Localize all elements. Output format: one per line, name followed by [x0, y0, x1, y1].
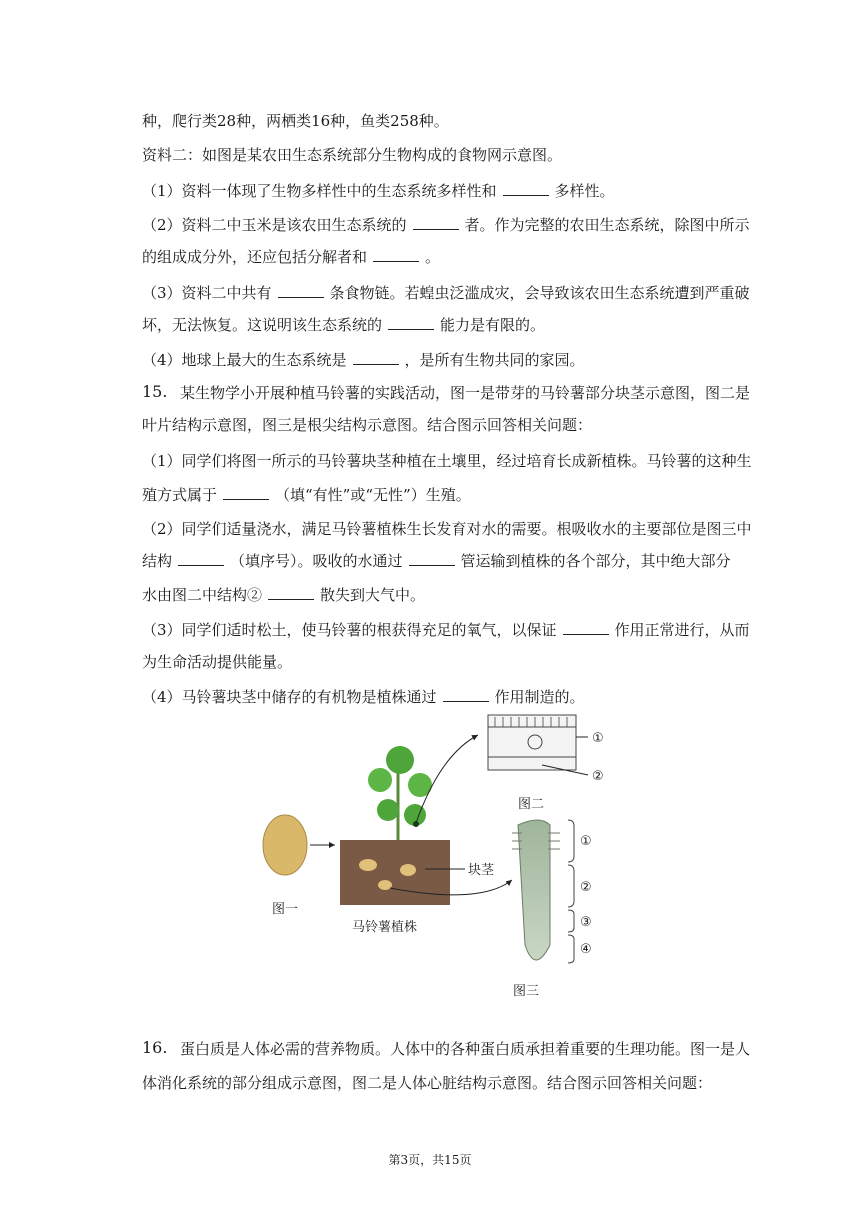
- text: 能力是有限的。: [440, 316, 546, 334]
- question-4: [142, 349, 585, 371]
- plant-caption: 马铃薯植株: [352, 920, 418, 935]
- figure-2-caption: 图二: [518, 797, 545, 812]
- text-line: [142, 1072, 712, 1094]
- text-line: [142, 550, 731, 572]
- question-16-stem: [180, 1038, 750, 1060]
- potato-figure: [250, 705, 620, 1005]
- text: （填序号）。吸收的水通过: [230, 552, 403, 570]
- text-line: [142, 484, 471, 506]
- text-line: [142, 584, 425, 606]
- text: ，是所有生物共同的家园。: [404, 351, 585, 369]
- text: 。: [425, 248, 441, 266]
- text: 体消化系统的部分组成示意图，图二是人体心脏结构示意图。结合图示回答相关问题：: [142, 1074, 713, 1092]
- text: 的组成成分外，还应包括分解者和: [142, 248, 368, 266]
- text: 结构: [142, 552, 173, 570]
- text-line: [142, 246, 440, 268]
- sub-question-2: [142, 518, 752, 540]
- question-3: [142, 282, 750, 304]
- leaf-marker: ①: [592, 731, 604, 746]
- text: （3）资料二中共有: [142, 284, 272, 302]
- answer-blank: [353, 350, 399, 365]
- root-marker: ①: [580, 834, 592, 849]
- leaf-marker: ②: [592, 769, 604, 784]
- text: 种，爬行类28种，两栖类16种，鱼类258种。: [142, 112, 449, 130]
- answer-blank: [373, 247, 419, 262]
- answer-blank: [388, 315, 434, 330]
- answer-blank: [563, 620, 609, 635]
- answer-blank: [503, 181, 549, 196]
- text: 作用制造的。: [494, 688, 585, 706]
- question-1: [142, 180, 615, 202]
- text-line: [142, 414, 592, 436]
- text: （4）马铃薯块茎中储存的有机物是植株通过: [142, 688, 437, 706]
- root-marker: ②: [580, 880, 592, 895]
- text: （1）同学们将图一所示的马铃薯块茎种植在土壤里，经过培育长成新植株。马铃薯的这种生: [142, 452, 752, 470]
- answer-blank: [278, 283, 324, 298]
- text: 水由图二中结构②: [142, 586, 263, 604]
- text: 作用正常进行，从而: [614, 621, 750, 639]
- text-line: [142, 110, 449, 132]
- text: （2）资料二中玉米是该农田生态系统的: [142, 216, 407, 234]
- text-line: [142, 144, 562, 166]
- page-footer: 第3页，共15页: [388, 1153, 472, 1167]
- answer-blank: [443, 687, 489, 702]
- answer-blank: [178, 551, 224, 566]
- sub-question-3: [142, 619, 750, 641]
- text: （2）同学们适量浇水，满足马铃薯植株生长发育对水的需要。根吸收水的主要部位是图三中: [142, 520, 752, 538]
- question-number-15: 15.: [142, 382, 168, 401]
- text: 殖方式属于: [142, 486, 218, 504]
- text: （4）地球上最大的生态系统是: [142, 351, 347, 369]
- figure-3-caption: 图三: [513, 984, 540, 999]
- text: 为生命活动提供能量。: [142, 653, 293, 671]
- text: 坏，无法恢复。这说明该生态系统的: [142, 316, 383, 334]
- question-15-stem: [180, 382, 750, 404]
- tuber-label: 块茎: [468, 863, 495, 878]
- answer-blank: [413, 215, 459, 230]
- text: 某生物学小开展种植马铃薯的实践活动，图一是带芽的马铃薯部分块茎示意图，图二是: [180, 384, 751, 402]
- answer-blank: [409, 551, 455, 566]
- question-number-16: 16.: [142, 1038, 168, 1057]
- text: 资料二：如图是某农田生态系统部分生物构成的食物网示意图。: [142, 146, 563, 164]
- answer-blank: [268, 585, 314, 600]
- root-marker: ③: [580, 915, 592, 930]
- root-marker: ④: [580, 942, 592, 957]
- text: （1）资料一体现了生物多样性中的生态系统多样性和: [142, 182, 497, 200]
- potato-tuber-image: [263, 815, 307, 875]
- text: （填“有性”或“无性”）生殖。: [275, 486, 471, 504]
- potato-plant-image: [340, 746, 450, 905]
- text: 条食物链。若蝗虫泛滥成灾，会导致该农田生态系统遭到严重破: [329, 284, 750, 302]
- text: 多样性。: [554, 182, 615, 200]
- figure-1-caption: 图一: [272, 902, 299, 917]
- question-2: [142, 214, 750, 236]
- text: 者。作为完整的农田生态系统，除图中所示: [464, 216, 750, 234]
- text: 散失到大气中。: [320, 586, 426, 604]
- text: （3）同学们适时松土，使马铃薯的根获得充足的氧气，以保证: [142, 621, 557, 639]
- text: 蛋白质是人体必需的营养物质。人体中的各种蛋白质承担着重要的生理功能。图一是人: [180, 1040, 751, 1058]
- text: 叶片结构示意图，图三是根尖结构示意图。结合图示回答相关问题：: [142, 416, 593, 434]
- root-tip-diagram: [512, 820, 574, 963]
- text-line: [142, 314, 545, 336]
- answer-blank: [223, 485, 269, 500]
- text-line: [142, 651, 292, 673]
- leaf-section-diagram: [488, 715, 588, 775]
- text: 管运输到植株的各个部分，其中绝大部分: [460, 552, 731, 570]
- sub-question-1: [142, 450, 752, 472]
